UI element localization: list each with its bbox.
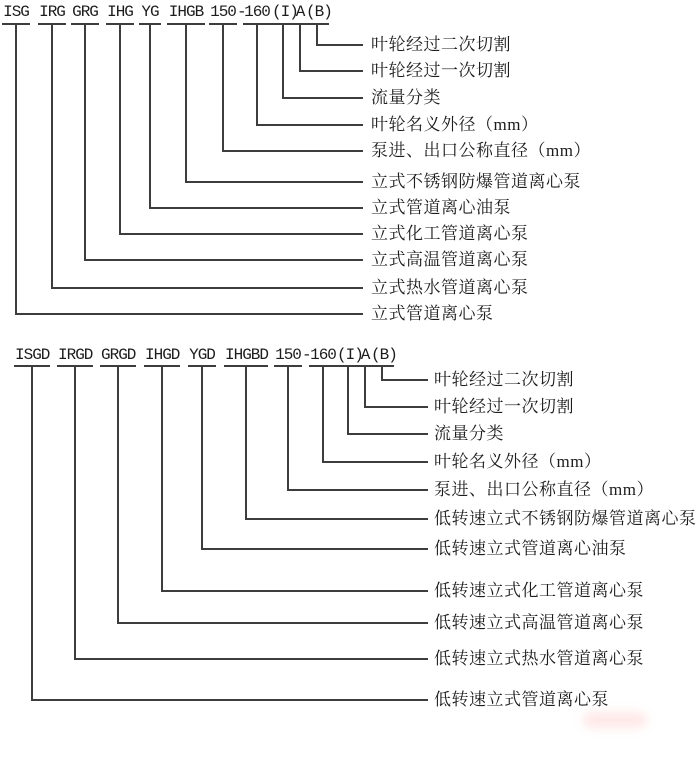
code-yg: YG: [141, 3, 159, 21]
label-pipeline-pump: 低转速立式管道离心泵: [434, 690, 609, 709]
label-chemical-pipeline-pump: 立式化工管道离心泵: [371, 224, 529, 243]
label-hot-water-pipeline-pump: 低转速立式热水管道离心泵: [434, 649, 644, 668]
code-hyphen: -: [237, 3, 246, 21]
label-pipeline-oil-pump: 低转速立式管道离心油泵: [434, 539, 627, 558]
code-150: 150: [210, 3, 236, 21]
code-i: (I): [337, 346, 363, 364]
code-ygd: YGD: [189, 346, 215, 364]
code-ihgbd: IHGBD: [225, 346, 269, 364]
code-b: (B): [306, 3, 332, 21]
code-hyphen: -: [302, 346, 311, 364]
code-a: A: [360, 346, 370, 364]
label-flow-classification: 流量分类: [371, 88, 441, 107]
code-b: (B): [371, 346, 397, 364]
code-i: (I): [272, 3, 298, 21]
label-chemical-pipeline-pump: 低转速立式化工管道离心泵: [434, 581, 644, 600]
label-impeller-nominal-od: 叶轮名义外径（mm）: [371, 115, 539, 134]
code-ihgd: IHGD: [145, 346, 180, 364]
watermark-smudge: [583, 712, 647, 728]
code-irg: IRG: [39, 3, 65, 21]
label-impeller-first-cut: 叶轮经过一次切割: [371, 61, 511, 80]
label-pipeline-pump: 立式管道离心泵: [371, 304, 494, 323]
code-160: 160: [310, 346, 336, 364]
label-impeller-second-cut: 叶轮经过二次切割: [434, 370, 574, 389]
label-inlet-outlet-diameter: 泵进、出口公称直径（mm）: [434, 480, 654, 499]
label-stainless-explosionproof-pipeline-pump: 低转速立式不锈钢防爆管道离心泵: [434, 509, 697, 528]
label-inlet-outlet-diameter: 泵进、出口公称直径（mm）: [371, 141, 591, 160]
code-150: 150: [275, 346, 301, 364]
label-hot-water-pipeline-pump: 立式热水管道离心泵: [371, 278, 529, 297]
code-ihg: IHG: [107, 3, 133, 21]
code-isgd: ISGD: [15, 346, 50, 364]
code-irgd: IRGD: [58, 346, 93, 364]
label-high-temp-pipeline-pump: 低转速立式高温管道离心泵: [434, 613, 644, 632]
code-grg: GRG: [72, 3, 98, 21]
label-high-temp-pipeline-pump: 立式高温管道离心泵: [371, 250, 529, 269]
code-a: A: [295, 3, 305, 21]
label-impeller-nominal-od: 叶轮名义外径（mm）: [434, 452, 602, 471]
label-pipeline-oil-pump: 立式管道离心油泵: [371, 198, 511, 217]
label-stainless-explosionproof-pipeline-pump: 立式不锈钢防爆管道离心泵: [371, 172, 581, 191]
code-ihgb: IHGB: [168, 3, 204, 21]
label-flow-classification: 流量分类: [434, 424, 504, 443]
label-impeller-first-cut: 叶轮经过一次切割: [434, 397, 574, 416]
code-isg: ISG: [3, 3, 29, 21]
code-160: 160: [244, 3, 270, 21]
label-impeller-second-cut: 叶轮经过二次切割: [371, 35, 511, 54]
code-grgd: GRGD: [101, 346, 136, 364]
